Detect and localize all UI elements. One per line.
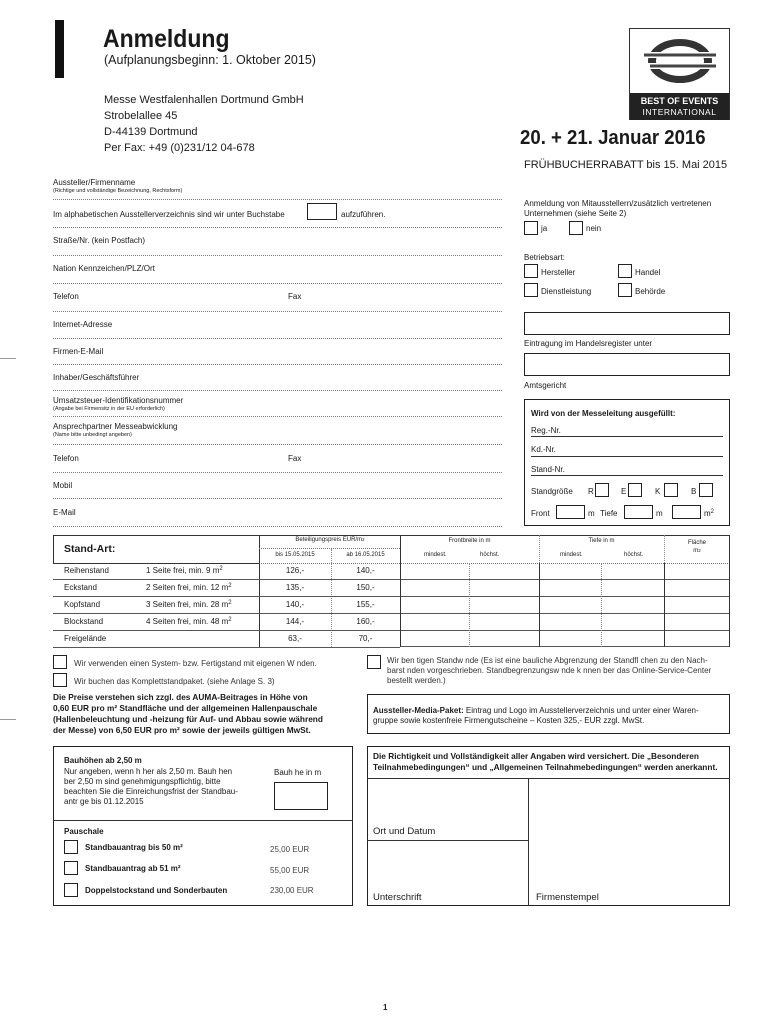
row-name: Freigelände bbox=[64, 634, 107, 643]
ansprech-label: Ansprechpartner Messeabwicklung bbox=[53, 422, 178, 431]
dienstleistung-label: Dienstleistung bbox=[541, 287, 592, 296]
stand-label: Stand-Nr. bbox=[531, 465, 565, 474]
front-hoechst: höchst. bbox=[480, 552, 500, 558]
hersteller-label: Hersteller bbox=[541, 268, 576, 277]
event-date: 20. + 21. Januar 2016 bbox=[520, 127, 706, 149]
mobil-label: Mobil bbox=[53, 481, 73, 490]
bauhoehe-input[interactable] bbox=[274, 782, 328, 810]
k-checkbox[interactable] bbox=[664, 483, 678, 497]
address-company: Messe Westfalenhallen Dortmund GmbH bbox=[104, 94, 304, 106]
prices-note: Die Preise verstehen sich zzgl. des AUMA-Beitrages in Höhe von bbox=[53, 692, 308, 702]
tiefe-mindest: mindest. bbox=[560, 552, 583, 558]
row-price-early: 126,- bbox=[285, 566, 305, 575]
signature-declaration: Die Richtigkeit und Vollständigkeit aller Angaben wird versichert. Die „Besonderen bbox=[373, 751, 699, 761]
signature-declaration: Teilnahmebedingungen“ und „Allgemeinen Teilnahmebedingungen“ werden anerkannt. bbox=[373, 762, 718, 772]
r-checkbox[interactable] bbox=[595, 483, 609, 497]
pauschale-label: Doppelstockstand und Sonderbauten bbox=[85, 886, 228, 895]
system-stand-checkbox[interactable] bbox=[53, 655, 67, 669]
prices-note: 0,60 EUR pro m² Standfläche und der allgemeinen Hallenpauschale bbox=[53, 703, 318, 713]
inhaber-field[interactable] bbox=[53, 390, 502, 391]
stand-field[interactable] bbox=[531, 475, 723, 476]
nation-field[interactable] bbox=[53, 283, 502, 284]
kd-field[interactable] bbox=[531, 456, 723, 457]
pauschale-price: 55,00 EUR bbox=[270, 866, 310, 875]
address-city: D-44139 Dortmund bbox=[104, 126, 198, 138]
ja-label: ja bbox=[541, 224, 548, 233]
media-package-text: Aussteller-Media-Paket: Eintrag und Logo im Ausstellerverzeichnis und unter einer Waren- bbox=[373, 706, 699, 715]
e-checkbox[interactable] bbox=[628, 483, 642, 497]
dienstleistung-checkbox[interactable] bbox=[524, 283, 538, 297]
nation-label: Nation Kennzeichen/PLZ/Ort bbox=[53, 264, 155, 273]
bauhoehe-text: ber 2,50 m sind genehmigungspflichtig, bitte bbox=[64, 777, 221, 786]
front-mindest: mindest. bbox=[424, 552, 447, 558]
early-bird: FRÜHBUCHERRABATT bis 15. Mai 2015 bbox=[524, 159, 728, 171]
row-line bbox=[53, 630, 400, 631]
komplett-checkbox[interactable] bbox=[53, 673, 67, 687]
bauhoehe-text: antr ge bis 01.12.2015 bbox=[64, 797, 144, 806]
row-price-early: 144,- bbox=[285, 617, 305, 626]
r-label: R bbox=[588, 487, 594, 496]
behoerde-checkbox[interactable] bbox=[618, 283, 632, 297]
row-price-late: 160,- bbox=[356, 617, 375, 626]
row-name: Eckstand bbox=[64, 583, 97, 592]
mitaussteller-text: Anmeldung von Mitausstellern/zusätzlich vertretenen bbox=[524, 199, 712, 208]
tiefe-hoechst: höchst. bbox=[624, 552, 644, 558]
row-price-late: 70,- bbox=[358, 634, 373, 643]
hersteller-checkbox[interactable] bbox=[524, 264, 538, 278]
standgroesse-label: Standgröße bbox=[531, 487, 573, 496]
aussteller-label: Aussteller/Firmenname bbox=[53, 178, 136, 187]
logo-line-2: INTERNATIONAL bbox=[642, 107, 717, 117]
handel-checkbox[interactable] bbox=[618, 264, 632, 278]
logo-emblem-icon bbox=[630, 29, 729, 93]
amtsgericht-input[interactable] bbox=[524, 353, 730, 376]
telefon-field[interactable] bbox=[53, 311, 502, 312]
komplett-label: Wir buchen das Komplettstandpaket. (siehe Anlage S. 3) bbox=[74, 677, 275, 686]
front-unit: m bbox=[588, 509, 595, 518]
standart-title: Stand-Art: bbox=[64, 543, 116, 555]
pauschale-price: 25,00 EUR bbox=[270, 845, 310, 854]
ansprech-hint: (Name bitte unbedingt angeben) bbox=[53, 432, 132, 438]
row-name: Kopfstand bbox=[64, 600, 101, 609]
tiefe-input[interactable] bbox=[624, 505, 653, 519]
row-desc: 4 Seiten frei, min. 48 $m^2$ bbox=[146, 617, 232, 626]
tiefe-header: Tiefe in m bbox=[588, 538, 615, 544]
email-field[interactable] bbox=[53, 526, 502, 527]
firmenstempel-field[interactable]: Firmenstempel bbox=[536, 892, 599, 903]
betriebsart-label: Betriebsart: bbox=[524, 253, 565, 262]
b-checkbox[interactable] bbox=[699, 483, 713, 497]
nein-checkbox[interactable] bbox=[569, 221, 583, 235]
bauhoehe-input-label: Bauh he in m bbox=[274, 768, 322, 777]
address-fax: Per Fax: +49 (0)231/12 04-678 bbox=[104, 142, 255, 154]
flaeche-header: Fläche bbox=[687, 540, 706, 546]
frontbreite-header: Frontbreite in m bbox=[448, 538, 491, 544]
amtsgericht-label: Amtsgericht bbox=[524, 381, 567, 390]
page-number: 1 bbox=[383, 1003, 388, 1012]
behoerde-label: Behörde bbox=[635, 287, 666, 296]
logo-line-1: BEST OF EVENTS bbox=[640, 96, 719, 106]
prices-note: der Messe) von 6,50 EUR pro m² sowie der jeweils gültigen MwSt. bbox=[53, 725, 311, 735]
divider bbox=[53, 227, 502, 228]
alpha-suffix: aufzuführen. bbox=[341, 210, 386, 219]
standwaende-text: barst nden vorgeschrieben. Standbegrenzungsw nde k nnen ber das Online-Service-Center bbox=[387, 666, 712, 675]
row-price-late: 140,- bbox=[356, 566, 375, 575]
row-line bbox=[53, 596, 400, 597]
page-subtitle: (Aufplanungsbeginn: 1. Oktober 2015) bbox=[104, 53, 316, 67]
flaeche-header-unit: $m^2$ bbox=[693, 548, 701, 554]
beteiligung-header: Beteiligungspreis EUR/$m^2$ bbox=[295, 537, 365, 543]
mobil-field[interactable] bbox=[53, 498, 502, 499]
email-label: E-Mail bbox=[53, 508, 76, 517]
aussteller-field[interactable] bbox=[53, 199, 502, 200]
standwaende-text: Wir ben tigen Standw nde (Es ist eine bauliche Abgrenzung der Standfl chen zu den Nach- bbox=[387, 656, 708, 665]
tiefe-label: Tiefe bbox=[600, 509, 618, 518]
ust-field[interactable] bbox=[53, 416, 502, 417]
bauhoehe-text: beachten Sie die Einreichungsfrist der Standbau- bbox=[64, 787, 238, 796]
bis-header: bis 15.05.2015 bbox=[275, 552, 315, 558]
office-use-title: Wird von der Messeleitung ausgefüllt: bbox=[531, 409, 676, 418]
internet-label: Internet-Adresse bbox=[53, 320, 113, 329]
row-name: Reihenstand bbox=[64, 566, 109, 575]
handel-label: Handel bbox=[635, 268, 661, 277]
row-name: Blockstand bbox=[64, 617, 104, 626]
pauschale-title: Pauschale bbox=[64, 827, 104, 836]
strasse-field[interactable] bbox=[53, 255, 502, 256]
table-head-line bbox=[53, 563, 259, 564]
standwaende-text: bestellt werden.) bbox=[387, 676, 446, 685]
header-sep bbox=[259, 548, 400, 549]
row-line bbox=[53, 579, 400, 580]
flaeche-input[interactable] bbox=[672, 505, 701, 519]
prices-note: (Hallenbeleuchtung und -heizung für Auf- und Abbau sowie während bbox=[53, 714, 323, 724]
col-line bbox=[331, 549, 332, 647]
reg-field[interactable] bbox=[531, 436, 723, 437]
ust-hint: (Angabe bei Firmensitz in der EU erforderlich) bbox=[53, 406, 165, 412]
margin-mark bbox=[0, 719, 16, 720]
pauschale-label: Standbauantrag ab 51 m² bbox=[85, 864, 181, 873]
mitaussteller-text-2: Unternehmen (siehe Seite 2) bbox=[524, 209, 627, 218]
front-input[interactable] bbox=[556, 505, 585, 519]
row-line bbox=[53, 647, 400, 648]
inhaber-label: Inhaber/Geschäftsführer bbox=[53, 373, 140, 382]
row-price-early: 140,- bbox=[285, 600, 305, 609]
bauhoehe-title: Bauhöhen ab 2,50 m bbox=[64, 756, 142, 765]
table-top bbox=[53, 535, 730, 536]
address-street: Strobelallee 45 bbox=[104, 110, 178, 122]
row-desc: 3 Seiten frei, min. 28 $m^2$ bbox=[146, 600, 232, 609]
alpha-label: Im alphabetischen Ausstellerverzeichnis sind wir unter Buchstabe bbox=[53, 210, 285, 219]
flaeche-unit: $m^2$ bbox=[704, 509, 715, 518]
signature-sep bbox=[367, 778, 730, 779]
nein-label: nein bbox=[586, 224, 602, 233]
bauhoehe-sep bbox=[53, 820, 353, 821]
ansprech-field[interactable] bbox=[53, 444, 502, 445]
letter-input[interactable] bbox=[307, 203, 337, 220]
telefon-label: Telefon bbox=[53, 292, 79, 301]
table-left-border bbox=[53, 535, 54, 563]
k-label: K bbox=[655, 487, 661, 496]
row-desc: 2 Seiten frei, min. 12 $m^2$ bbox=[146, 583, 232, 592]
row-price-early: 63,- bbox=[288, 634, 302, 643]
pauschale-checkbox[interactable] bbox=[64, 861, 78, 875]
event-logo bbox=[629, 28, 730, 120]
strasse-label: Straße/Nr. (kein Postfach) bbox=[53, 236, 146, 245]
pauschale-checkbox[interactable] bbox=[64, 883, 78, 897]
ort-sep bbox=[367, 840, 528, 841]
handelsregister-label: Eintragung im Handelsregister unter bbox=[524, 339, 653, 348]
aussteller-hint: (Richtige und vollständige Bezeichnung, Rechtsform) bbox=[53, 188, 183, 194]
media-package-text-2: gruppe sowie kostenfreie Firmengutscheine – Kosten 325,- EUR zzgl. MwSt. bbox=[373, 716, 645, 725]
ort-datum-field[interactable]: Ort und Datum bbox=[373, 826, 436, 837]
dimension-grid[interactable] bbox=[400, 563, 730, 647]
row-price-late: 150,- bbox=[356, 583, 375, 592]
firmen-email-field[interactable] bbox=[53, 364, 502, 365]
internet-field[interactable] bbox=[53, 338, 502, 339]
pauschale-price: 230,00 EUR bbox=[270, 886, 314, 895]
pauschale-label: Standbauantrag bis 50 m² bbox=[85, 843, 183, 852]
row-desc: 1 Seite frei, min. 9 $m^2$ bbox=[146, 566, 223, 575]
row-price-early: 135,- bbox=[285, 583, 305, 592]
firmen-email-label: Firmen-E-Mail bbox=[53, 347, 104, 356]
ja-checkbox[interactable] bbox=[524, 221, 538, 235]
telefon2-label: Telefon bbox=[53, 454, 79, 463]
pauschale-checkbox[interactable] bbox=[64, 840, 78, 854]
handelsregister-input[interactable] bbox=[524, 312, 730, 335]
tiefe-unit: m bbox=[656, 509, 663, 518]
ab-header: ab 16.05.2015 bbox=[346, 552, 385, 558]
unterschrift-field[interactable]: Unterschrift bbox=[373, 892, 422, 903]
margin-mark bbox=[0, 358, 16, 359]
standwaende-checkbox[interactable] bbox=[367, 655, 381, 669]
reg-label: Reg.-Nr. bbox=[531, 426, 561, 435]
system-stand-label: Wir verwenden einen System- bzw. Fertigstand mit eigenen W nden. bbox=[74, 659, 317, 668]
bauhoehe-text: Nur angeben, wenn h her als 2,50 m. Bauh hen bbox=[64, 767, 233, 776]
header-bar bbox=[55, 20, 64, 78]
telefon2-field[interactable] bbox=[53, 472, 502, 473]
signature-col bbox=[528, 778, 529, 906]
kd-label: Kd.-Nr. bbox=[531, 445, 556, 454]
row-line bbox=[53, 613, 400, 614]
front-label: Front bbox=[531, 509, 550, 518]
e-label: E bbox=[621, 487, 627, 496]
page-title: Anmeldung bbox=[103, 25, 230, 53]
row-price-late: 155,- bbox=[356, 600, 375, 609]
ust-label: Umsatzsteuer-Identifikationsnummer bbox=[53, 396, 184, 405]
fax2-label: Fax bbox=[288, 454, 302, 463]
b-label: B bbox=[691, 487, 697, 496]
fax-label: Fax bbox=[288, 292, 302, 301]
